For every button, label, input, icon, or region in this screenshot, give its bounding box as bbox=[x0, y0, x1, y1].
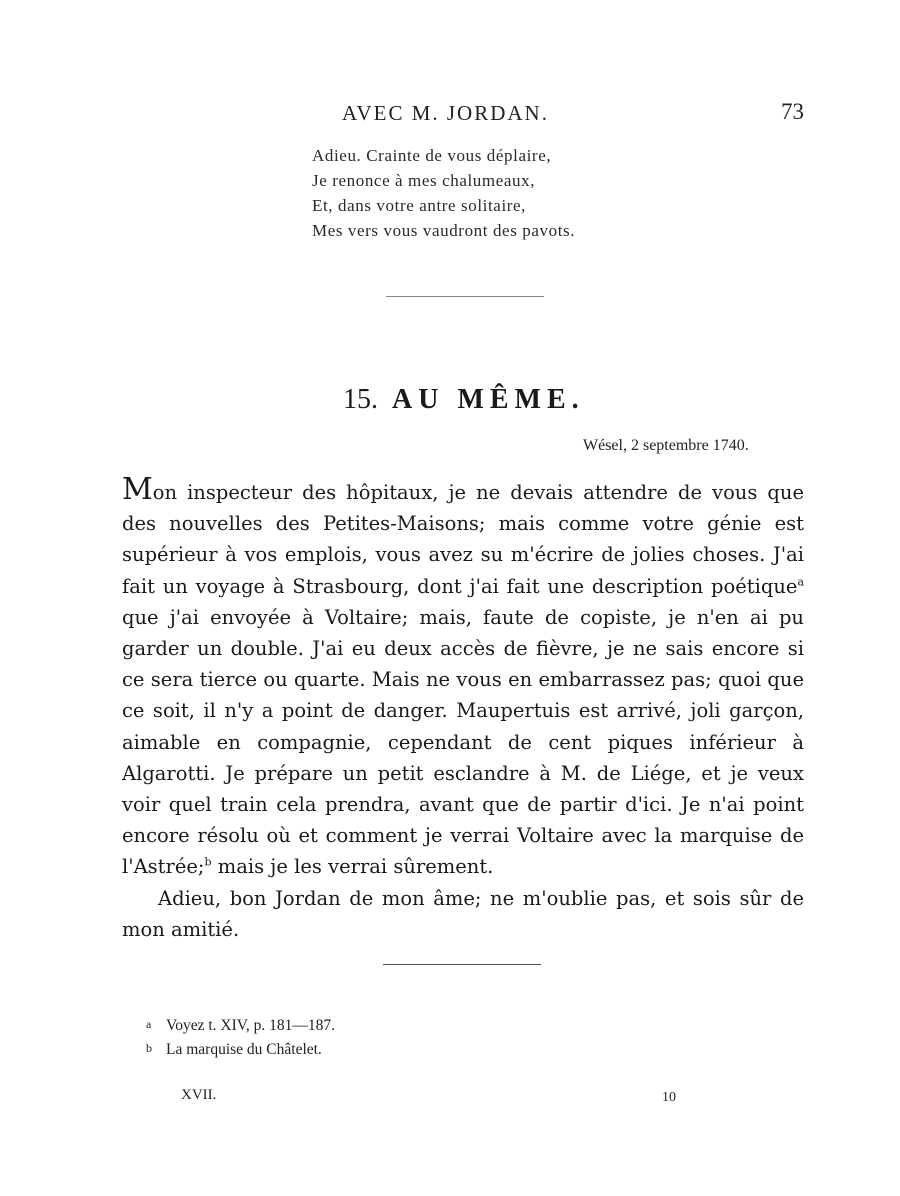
footnote-text: La marquise du Châtelet. bbox=[166, 1041, 322, 1058]
section-divider bbox=[386, 296, 544, 297]
letter-heading bbox=[343, 384, 585, 416]
footnote-mark: b bbox=[146, 1041, 152, 1055]
verse-line: Adieu. Crainte de vous déplaire, bbox=[312, 146, 552, 165]
drop-cap: M bbox=[122, 472, 153, 507]
sheet-signature: 10 bbox=[662, 1090, 676, 1105]
section-divider bbox=[383, 964, 541, 965]
verse-line: Et, dans votre antre solitaire, bbox=[312, 196, 527, 215]
running-head: AVEC M. JORDAN. bbox=[342, 101, 549, 125]
paragraph-text: on inspecteur des hôpitaux, je ne devais attendre de vous que des nouvelles des Petites-Maisons; mais comme votre génie est supérieur à vos emplois, vous avez su m'écrire de jolies choses. J'ai fait un voyage à Strasbourg, dont j'ai fait une description poétique bbox=[122, 481, 804, 598]
footnote-text: Voyez t. XIV, p. 181—187. bbox=[166, 1017, 336, 1034]
footnote-reference: b bbox=[204, 855, 212, 869]
verse-line: Mes vers vous vaudront des pavots. bbox=[312, 221, 576, 240]
letter-number: 15. bbox=[343, 384, 378, 415]
page-number: 73 bbox=[781, 99, 804, 124]
paragraph: Adieu, bon Jordan de mon âme; ne m'oublie pas, et sois sûr de mon amitié. bbox=[122, 886, 804, 941]
volume-signature: XVII. bbox=[181, 1087, 217, 1103]
dateline: Wésel, 2 septembre 1740. bbox=[583, 437, 749, 454]
verse-block bbox=[312, 143, 575, 243]
footnotes bbox=[146, 1013, 335, 1061]
paragraph-text: mais je les verrai sûrement. bbox=[211, 855, 494, 879]
paragraph-text: que j'ai envoyée à Voltaire; mais, faute de copiste, je n'en ai pu garder un double. J'ai eu deux accès de fièvre, je ne sais encore si ce sera tierce ou quarte. Mais ne vous en embarrassez pas; quoi que ce soit, il n'y a point de danger. Maupertuis est arrivé, joli garçon, aimable en compagnie, cependant de cent piques inférieur à Algarotti. Je prépare un petit esclandre à M. de Liége, et je veux voir quel train cela prendra, avant que de partir d'ici. Je n'ai point encore résolu où et comment je verrai Voltaire avec la marquise de l'Astrée; bbox=[122, 605, 804, 879]
letter-body bbox=[122, 472, 804, 945]
footnote-mark: a bbox=[146, 1017, 152, 1031]
footnote bbox=[146, 1013, 335, 1037]
letter-title: AU MÊME. bbox=[392, 384, 585, 415]
paragraph bbox=[122, 472, 804, 883]
footnote-reference: a bbox=[797, 575, 804, 589]
footnote bbox=[146, 1037, 335, 1061]
verse-line: Je renonce à mes chalumeaux, bbox=[312, 171, 536, 190]
